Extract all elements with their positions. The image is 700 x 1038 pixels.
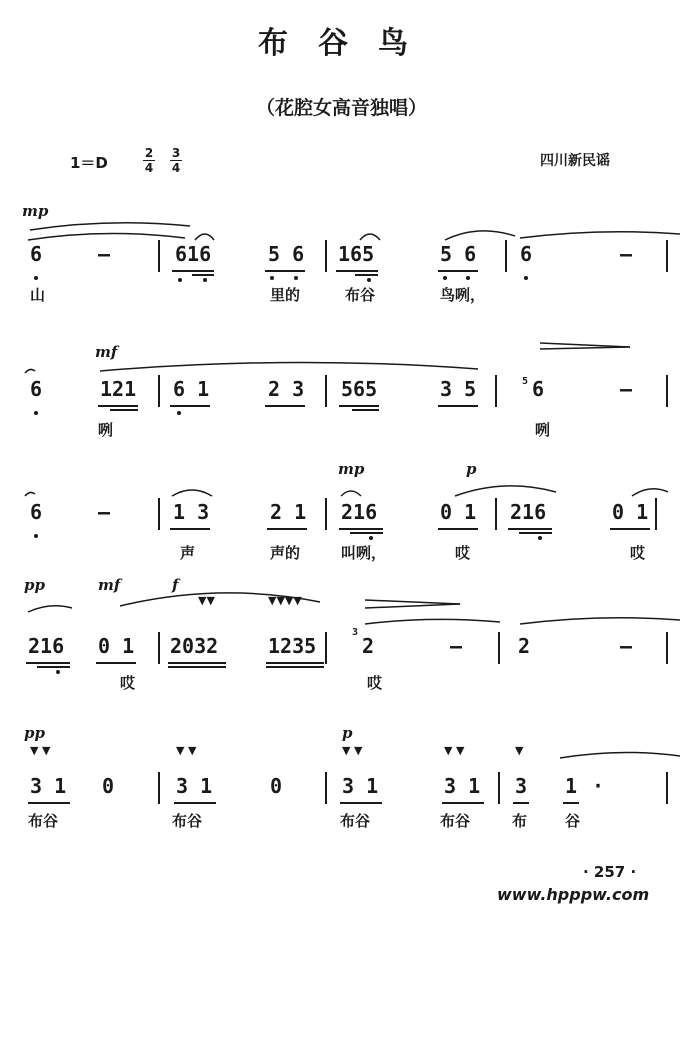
- lyrics-row: [0, 419, 700, 441]
- octave-dot: [524, 276, 528, 280]
- bar-line: [505, 240, 507, 272]
- lyric: 谷: [565, 812, 581, 830]
- octave-dot: [270, 276, 274, 280]
- beam-underline: [355, 274, 378, 276]
- bar-line: [666, 632, 668, 664]
- lyric: 哎: [455, 544, 471, 562]
- octave-dot: [203, 278, 207, 282]
- beam-underline: [28, 802, 70, 804]
- song-title: 布谷鸟: [258, 26, 438, 61]
- octave-dot: [367, 278, 371, 282]
- song-source: 四川新民谣: [540, 153, 610, 169]
- note: 216: [28, 634, 65, 658]
- beam-underline: [438, 270, 478, 272]
- note: —: [620, 242, 633, 266]
- lyric: 布: [512, 812, 528, 830]
- beam-underline: [519, 532, 552, 534]
- note: 0: [102, 774, 115, 798]
- bar-line: [495, 375, 497, 407]
- beam-underline: [339, 405, 379, 407]
- note: 2: [362, 634, 375, 658]
- note: —: [620, 634, 633, 658]
- note: 5 6: [268, 242, 305, 266]
- lyric: 布谷: [340, 812, 371, 830]
- grace-note: 5: [522, 376, 529, 387]
- note: 2 3: [268, 377, 305, 401]
- note: 6: [520, 242, 533, 266]
- beam-underline: [26, 662, 70, 664]
- dynamic-marking: pp: [24, 576, 45, 594]
- note: 1: [565, 774, 578, 798]
- bar-line: [158, 772, 160, 804]
- accent-marks: ▼ ▼: [342, 744, 363, 757]
- bar-line: [158, 240, 160, 272]
- note: 1235: [268, 634, 317, 658]
- bar-line: [498, 632, 500, 664]
- octave-dot: [294, 276, 298, 280]
- bar-line: [666, 772, 668, 804]
- note: —: [98, 500, 111, 524]
- page-number: · 257 ·: [583, 863, 637, 881]
- note: 216: [510, 500, 547, 524]
- lyric: 布谷: [345, 286, 376, 304]
- beam-underline: [174, 802, 216, 804]
- beam-underline: [265, 405, 305, 407]
- note: 565: [341, 377, 378, 401]
- note: 6: [30, 500, 43, 524]
- beam-underline: [110, 409, 138, 411]
- accent-marks: ▼: [515, 744, 524, 757]
- octave-dot: [538, 536, 542, 540]
- octave-dot: [443, 276, 447, 280]
- bar-line: [666, 240, 668, 272]
- note: 2: [518, 634, 531, 658]
- note: 3 1: [30, 774, 67, 798]
- lyric: 咧: [98, 421, 114, 439]
- beam-underline: [508, 528, 552, 530]
- lyric: 哎: [120, 674, 136, 692]
- note: 121: [100, 377, 137, 401]
- note: 6: [30, 377, 43, 401]
- accent-marks: ▼ ▼: [176, 744, 197, 757]
- octave-dot: [178, 278, 182, 282]
- beam-underline: [352, 409, 379, 411]
- note: 6: [30, 242, 43, 266]
- note: 216: [341, 500, 378, 524]
- notes-row: [0, 774, 700, 800]
- beam-underline: [37, 666, 70, 668]
- dynamic-marking: mp: [22, 202, 49, 220]
- beam-underline: [168, 666, 226, 668]
- note: 0 1: [612, 500, 649, 524]
- song-subtitle: （花腔女高音独唱）: [256, 97, 428, 119]
- lyric: 山: [30, 286, 46, 304]
- lyric: 布谷: [440, 812, 471, 830]
- dynamic-marking: mp: [338, 460, 365, 478]
- note: 2032: [170, 634, 219, 658]
- beam-underline: [336, 270, 378, 272]
- beam-underline: [339, 528, 383, 530]
- note: 0 1: [440, 500, 477, 524]
- beam-underline: [340, 802, 382, 804]
- key-signature: 1＝D: [70, 154, 108, 172]
- note: —: [98, 242, 111, 266]
- notes-row: [0, 627, 700, 660]
- lyrics-row: [0, 284, 700, 306]
- score-system-3: [0, 458, 700, 568]
- bar-line: [498, 772, 500, 804]
- note: 5 6: [440, 242, 477, 266]
- beam-underline: [266, 662, 324, 664]
- note: —: [450, 634, 463, 658]
- octave-dot: [34, 534, 38, 538]
- beam-underline: [98, 405, 138, 407]
- bar-line: [325, 375, 327, 407]
- beam-underline: [266, 666, 324, 668]
- note: 3 1: [342, 774, 379, 798]
- lyric: 哎: [630, 544, 646, 562]
- note: 3 1: [444, 774, 481, 798]
- lyric: 叫咧，: [341, 544, 387, 562]
- beam-underline: [350, 532, 383, 534]
- beam-underline: [610, 528, 650, 530]
- beam-underline: [438, 528, 478, 530]
- beam-underline: [96, 662, 136, 664]
- bar-line: [325, 772, 327, 804]
- bar-line: [158, 375, 160, 407]
- lyric: 布谷: [28, 812, 59, 830]
- accent-marks: ▼▼▼▼: [268, 594, 302, 607]
- lyric: 鸟咧，: [440, 286, 486, 304]
- beam-underline: [170, 528, 210, 530]
- note: 3 5: [440, 377, 477, 401]
- grace-note: 3: [352, 627, 359, 638]
- lyric: 里的: [270, 286, 301, 304]
- notes-row: [0, 242, 700, 268]
- octave-dot: [34, 276, 38, 280]
- dynamic-marking: mf: [95, 343, 118, 361]
- lyric: 声的: [270, 544, 301, 562]
- lyric: 声: [180, 544, 196, 562]
- beam-underline: [170, 405, 210, 407]
- note: 6 1: [173, 377, 210, 401]
- note: 616: [175, 242, 212, 266]
- lyric: 布谷: [172, 812, 203, 830]
- lyrics-row: [0, 542, 700, 564]
- note: 0: [270, 774, 283, 798]
- score-system-5: [0, 722, 700, 832]
- beam-underline: [563, 802, 579, 804]
- beam-underline: [192, 274, 214, 276]
- watermark-url: www.hpppw.com: [497, 885, 650, 904]
- note: —: [620, 377, 633, 401]
- bar-line: [325, 498, 327, 530]
- note: 0 1: [98, 634, 135, 658]
- octave-dot: [34, 411, 38, 415]
- beam-underline: [172, 270, 214, 272]
- beam-underline: [442, 802, 484, 804]
- bar-line: [158, 498, 160, 530]
- note: 3 1: [176, 774, 213, 798]
- score-system-2: [0, 335, 700, 445]
- note: 2 1: [270, 500, 307, 524]
- dynamic-marking: f: [172, 576, 179, 594]
- lyrics-row: [0, 810, 700, 832]
- accent-marks: ▼▼: [198, 594, 215, 607]
- bar-line: [655, 498, 657, 530]
- score-system-4: [0, 572, 700, 692]
- dynamic-marking: mf: [98, 576, 121, 594]
- bar-line: [325, 632, 327, 664]
- octave-dot: [177, 411, 181, 415]
- note: 1 3: [173, 500, 210, 524]
- note: 165: [338, 242, 375, 266]
- dynamic-marking: p: [342, 724, 353, 742]
- octave-dot: [369, 536, 373, 540]
- dynamic-marking: pp: [24, 724, 45, 742]
- beam-underline: [267, 528, 307, 530]
- slur-marks: [0, 572, 700, 682]
- octave-dot: [466, 276, 470, 280]
- beam-underline: [513, 802, 529, 804]
- time-signature-3-4: 3 4: [171, 146, 181, 175]
- accent-marks: ▼ ▼: [30, 744, 51, 757]
- lyric: 咧: [535, 421, 551, 439]
- lyric: 哎: [367, 674, 383, 692]
- bar-line: [158, 632, 160, 664]
- notes-row: [0, 377, 700, 403]
- dynamic-marking: p: [466, 460, 477, 478]
- accent-marks: ▼ ▼: [444, 744, 465, 757]
- note: 6: [532, 377, 545, 401]
- bar-line: [325, 240, 327, 272]
- bar-line: [495, 498, 497, 530]
- note: 3: [515, 774, 528, 798]
- note: ·: [592, 774, 605, 798]
- lyrics-row: [0, 672, 700, 694]
- bar-line: [666, 375, 668, 407]
- notes-row: [0, 500, 700, 526]
- beam-underline: [438, 405, 478, 407]
- time-signature-2-4: 2 4: [144, 146, 154, 175]
- beam-underline: [265, 270, 305, 272]
- score-system-1: [0, 200, 700, 310]
- beam-underline: [168, 662, 226, 664]
